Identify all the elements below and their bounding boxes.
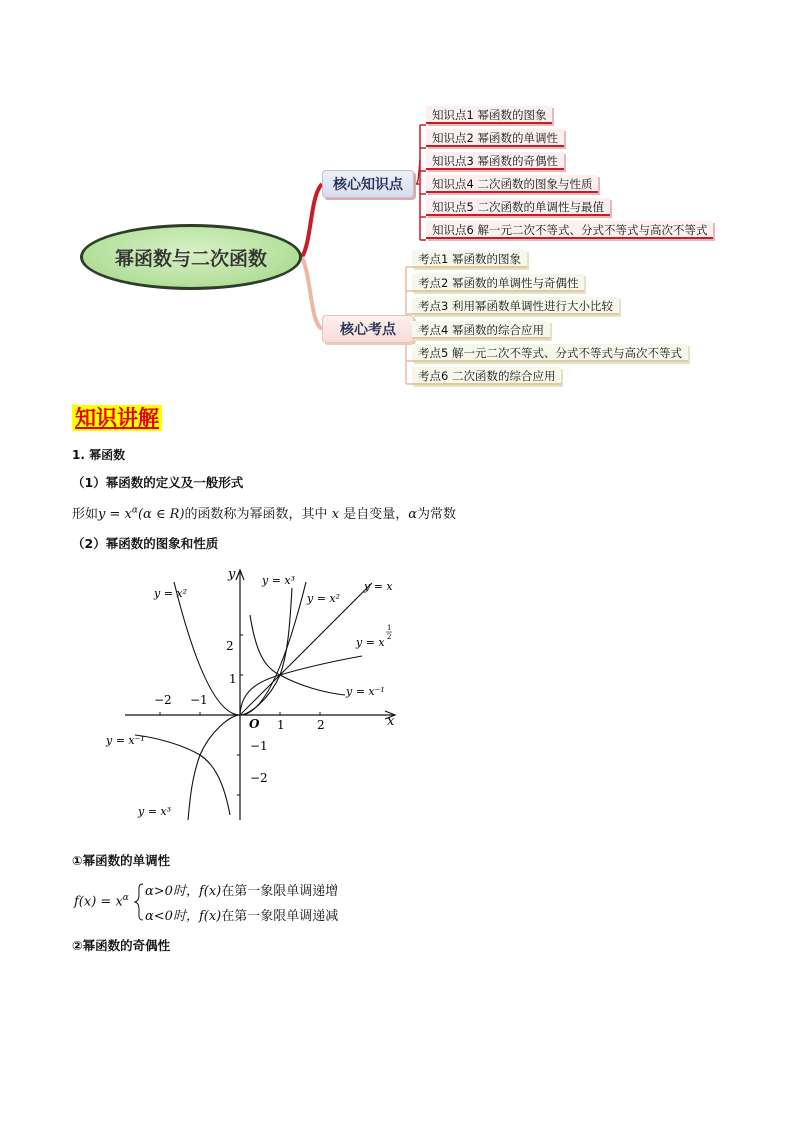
label-inv-x-left: y = x⁻¹ (106, 734, 145, 747)
label-x-cubed-top: y = x³ (262, 574, 296, 587)
label-x-cubed-bottom: y = x³ (138, 805, 172, 818)
definition-middle: 的函数称为幂函数，其中 (184, 507, 328, 522)
definition-formula: y = x (98, 507, 132, 522)
curve-y-eq-inv-x-right (250, 615, 345, 695)
monotonicity-case-decrease (145, 905, 338, 924)
exam-point-6: 考点6 二次函数的综合应用 (412, 367, 561, 385)
label-x-squared-left: y = x² (154, 587, 188, 600)
label-x-squared-right: y = x² (307, 592, 341, 605)
knowledge-point-6: 知识点6 解一元二次不等式、分式不等式与高次不等式 (426, 221, 713, 239)
definition-suffix: 为常数 (416, 507, 456, 522)
label-sqrt-x-den: 2 (387, 633, 392, 641)
curve-y-eq-inv-x-left (135, 735, 230, 815)
heading-power-function: 1. 幂函数 (72, 448, 126, 462)
heading-definition: （1）幂函数的定义及一般形式 (72, 475, 244, 490)
ytick-neg2: −2 (250, 771, 268, 785)
knowledge-point-2: 知识点2 幂函数的单调性 (426, 129, 564, 147)
definition-prefix: 形如 (72, 507, 99, 522)
curve-y-eq-sqrt-x (240, 656, 362, 715)
case1-f: f(x) (198, 884, 222, 899)
definition-line (72, 503, 456, 522)
knowledge-point-3: 知识点3 幂函数的奇偶性 (426, 152, 564, 170)
ytick-neg1: −1 (250, 739, 268, 753)
definition-condition: (α ∈ R) (137, 507, 185, 522)
definition-constant: α (408, 507, 417, 522)
xtick-neg2: −2 (154, 693, 172, 707)
x-axis-label: x (387, 714, 395, 729)
definition-variable: x (331, 507, 340, 522)
label-sqrt-x: y = x (356, 636, 385, 649)
mindmap-branch-core-knowledge: 核心知识点 (322, 170, 414, 198)
definition-exponent: α (131, 505, 138, 516)
case1-cond: α>0时， (145, 884, 199, 899)
monotonicity-lhs (74, 893, 129, 909)
case2-text: 在第一象限单调递减 (221, 909, 339, 924)
heading-parity: ②幂函数的奇偶性 (72, 938, 171, 953)
definition-after-variable: 是自变量， (343, 507, 409, 522)
knowledge-point-5: 知识点5 二次函数的单调性与最值 (426, 198, 610, 216)
mindmap-branch-core-exam: 核心考点 (322, 315, 414, 343)
label-inv-x-right: y = x⁻¹ (346, 685, 385, 698)
brace-icon (134, 882, 144, 922)
xtick-1: 1 (277, 718, 285, 732)
ytick-2: 2 (226, 639, 234, 653)
y-axis-label: y (228, 567, 236, 582)
mindmap-root: 幂函数与二次函数 (80, 224, 302, 290)
monotonicity-lhs-exp: α (122, 893, 129, 903)
case2-cond: α<0时， (145, 909, 199, 924)
section-title: 知识讲解 (72, 405, 162, 431)
exam-point-1: 考点1 幂函数的图象 (412, 250, 527, 268)
case1-text: 在第一象限单调递增 (221, 884, 339, 899)
case2-f: f(x) (198, 909, 222, 924)
label-x: y = x (364, 580, 393, 593)
xtick-2: 2 (317, 718, 325, 732)
xtick-neg1: −1 (190, 693, 208, 707)
exam-point-5: 考点5 解一元二次不等式、分式不等式与高次不等式 (412, 344, 688, 362)
monotonicity-lhs-base: f(x) = x (74, 894, 123, 910)
knowledge-point-1: 知识点1 幂函数的图象 (426, 106, 552, 124)
exam-point-3: 考点3 利用幂函数单调性进行大小比较 (412, 297, 619, 315)
exam-point-2: 考点2 幂函数的单调性与奇偶性 (412, 274, 584, 292)
knowledge-point-4: 知识点4 二次函数的图象与性质 (426, 175, 598, 193)
monotonicity-case-increase (145, 880, 338, 899)
ytick-1: 1 (229, 672, 237, 686)
heading-graph-properties: （2）幂函数的图象和性质 (72, 536, 219, 551)
origin-label: O (249, 717, 260, 731)
label-sqrt-x-num: 1 (387, 624, 392, 632)
heading-monotonicity: ①幂函数的单调性 (72, 853, 171, 868)
power-function-graph (100, 558, 410, 828)
exam-point-4: 考点4 幂函数的综合应用 (412, 321, 550, 339)
